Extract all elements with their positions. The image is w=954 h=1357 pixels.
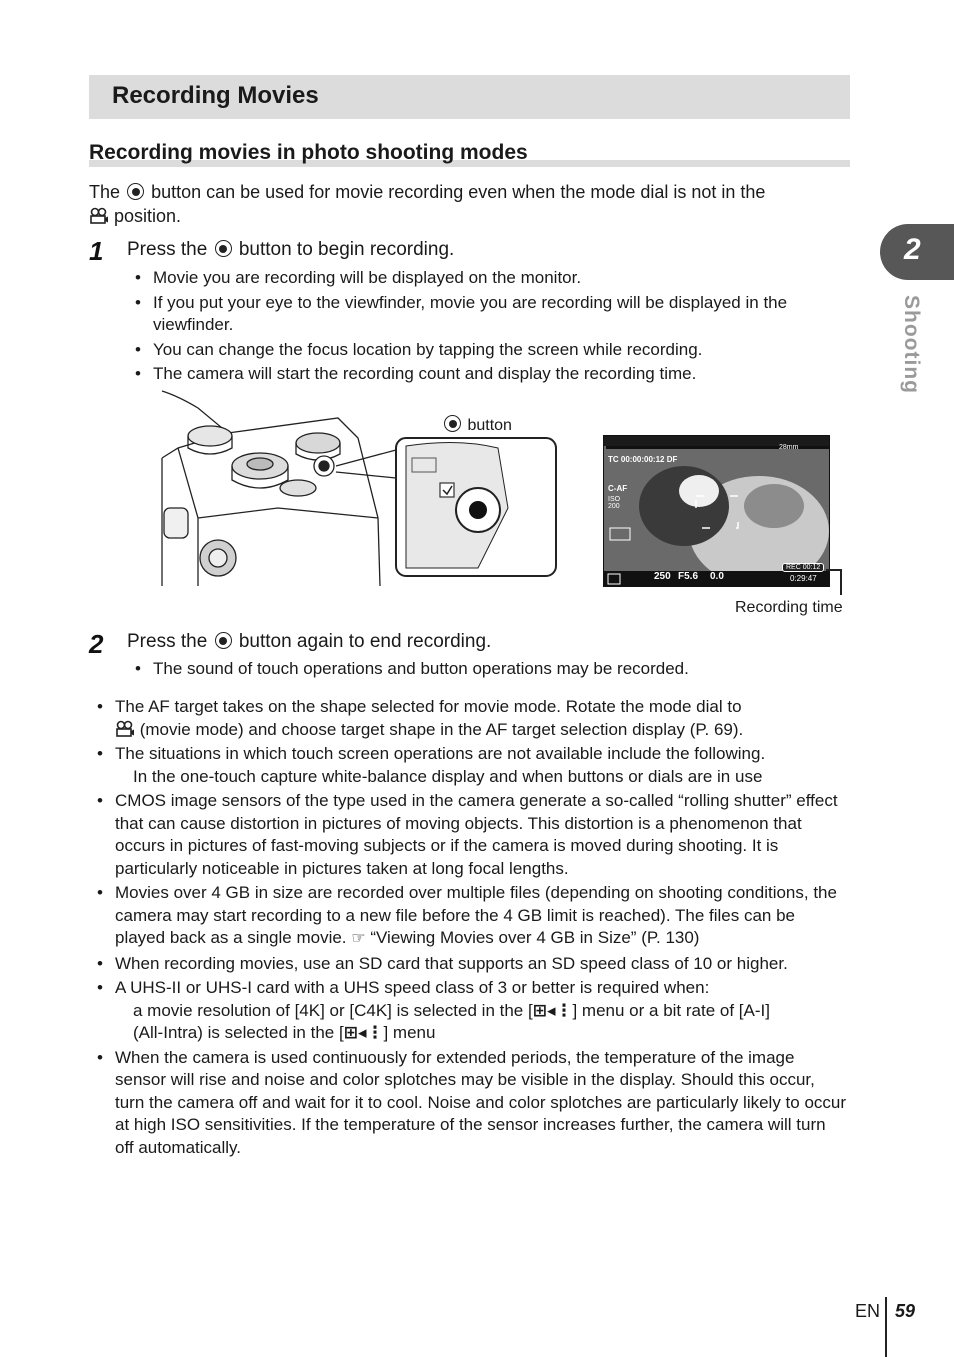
monitor-shutter: 250 <box>654 571 671 582</box>
recording-time-leader-h <box>826 569 841 571</box>
notes-list <box>95 696 847 1161</box>
monitor-screen <box>603 435 830 587</box>
record-button-icon <box>127 183 144 200</box>
step-2-instruction <box>127 631 491 653</box>
list-item: • The sound of touch operations and button operations may be recorded. <box>133 658 848 681</box>
page-number: 59 <box>895 1301 916 1321</box>
note-text: a movie resolution of [4K] or [C4K] is selected in the [ <box>133 1000 533 1020</box>
intro-text-3: position. <box>114 206 182 226</box>
note-subtext: In the one-touch capture white-balance display and when buttons or dials are in use <box>133 766 763 786</box>
note-text: ] menu <box>383 1023 436 1042</box>
step-1-instruction <box>127 239 454 261</box>
monitor-exposure: 0.0 <box>710 571 724 582</box>
subsection-heading <box>89 141 850 167</box>
note-text: (movie mode) and choose target shape in the AF target selection display (P. 69). <box>139 719 744 739</box>
button-callout-text: button <box>467 417 512 434</box>
monitor-af-mode: C-AF <box>608 484 628 493</box>
note-text: A UHS-II or UHS-I card with a UHS speed class of 3 or better is required when: <box>115 978 710 997</box>
note-text: “Viewing Movies over 4 GB in Size” (P. 130) <box>370 928 700 947</box>
intro-text-1: The <box>89 182 121 202</box>
list-item: • When the camera is used continuously for extended periods, the temperature of the image sensor will rise and noise and color splotches may be visible in the display. Should this occur, turn the camera off and wait for it to cool. Noise and color splotches are particularly likely to occur at high ISO sensitivities. If the temperature of the sensor increases further, the camera will turn off automatically. <box>95 1047 847 1160</box>
list-item: • CMOS image sensors of the type used in the camera generate a so-called “rolling shutter” effect that can cause distortion in pictures of moving objects. This distortion is a phenomenon that occurs in pictures of fast-moving subjects or if the camera is moved during shooting. It is particularly noticeable in pictures taken at long focal lengths. <box>95 790 847 880</box>
record-button-icon <box>215 632 232 649</box>
note-subtext <box>115 1022 847 1045</box>
list-item <box>95 743 847 788</box>
step-2-text-pre: Press the <box>127 631 208 652</box>
list-item: • If you put your eye to the viewfinder, movie you are recording will be displayed in the viewfinder. <box>133 292 848 337</box>
monitor-iso: ISO 200 <box>608 496 621 510</box>
monitor-remaining-time: 0:29:47 <box>790 574 817 583</box>
step-1-text-pre: Press the <box>127 239 208 260</box>
list-item: • The camera will start the recording count and display the recording time. <box>133 363 848 386</box>
step-2-text-post: button again to end recording. <box>238 631 492 652</box>
list-item: • You can change the focus location by tapping the screen while recording. <box>133 339 848 362</box>
monitor-rec-time: REC 00:12 <box>782 563 824 572</box>
footer-divider <box>885 1297 887 1357</box>
reference-hand-icon: ☞ <box>351 930 366 947</box>
note-text: The AF target takes on the shape selected for movie mode. Rotate the mode dial to <box>115 697 742 716</box>
list-item <box>95 882 847 951</box>
monitor-aperture: F5.6 <box>678 571 699 582</box>
intro-paragraph <box>89 180 849 228</box>
chapter-tab <box>880 224 954 280</box>
footer-language: EN <box>855 1301 881 1321</box>
note-subtext <box>115 1000 847 1023</box>
recording-time-leader-v <box>840 569 842 595</box>
step-1-bullets <box>133 267 848 388</box>
step-2-number: 2 <box>89 629 104 659</box>
monitor-zoom: 28mm <box>779 444 799 451</box>
movie-menu-icon: ⊞◂⋮ <box>343 1023 384 1042</box>
subsection-title: Recording movies in photo shooting modes <box>89 141 528 164</box>
step-2-bullets <box>133 658 848 683</box>
section-title: Recording Movies <box>112 82 319 109</box>
button-callout-label <box>442 415 512 435</box>
list-item <box>95 696 847 741</box>
list-item: • Movie you are recording will be displayed on the monitor. <box>133 267 848 290</box>
step-1-text-post: button to begin recording. <box>238 239 455 260</box>
recording-time-label: Recording time <box>735 599 843 616</box>
movie-mode-icon <box>115 720 135 738</box>
intro-text-2: button can be used for movie recording even when the mode dial is not in the <box>151 182 766 202</box>
section-title-band <box>89 75 850 119</box>
step-1-number: 1 <box>89 236 104 266</box>
record-button-icon <box>444 415 461 432</box>
note-text: Movies over 4 GB in size are recorded over multiple files (depending on shooting conditions, the camera may start recording to a new file before the 4 GB limit is reached). The files can be played back as a single movie. <box>115 883 837 947</box>
list-item: • When recording movies, use an SD card that supports an SD speed class of 10 or higher. <box>95 953 847 976</box>
chapter-label: Shooting <box>900 295 923 394</box>
movie-menu-icon: ⊞◂⋮ <box>532 1000 573 1020</box>
note-text: The situations in which touch screen operations are not available include the following. <box>115 744 766 763</box>
monitor-timecode: TC 00:00:00:12 DF <box>608 455 678 464</box>
list-item <box>95 977 847 1045</box>
chapter-number: 2 <box>904 233 921 266</box>
note-text: (All-Intra) is selected in the [ <box>133 1023 344 1042</box>
movie-mode-icon <box>89 207 109 225</box>
note-text: ] menu or a bit rate of [A-I] <box>572 1000 770 1020</box>
record-button-icon <box>215 240 232 257</box>
